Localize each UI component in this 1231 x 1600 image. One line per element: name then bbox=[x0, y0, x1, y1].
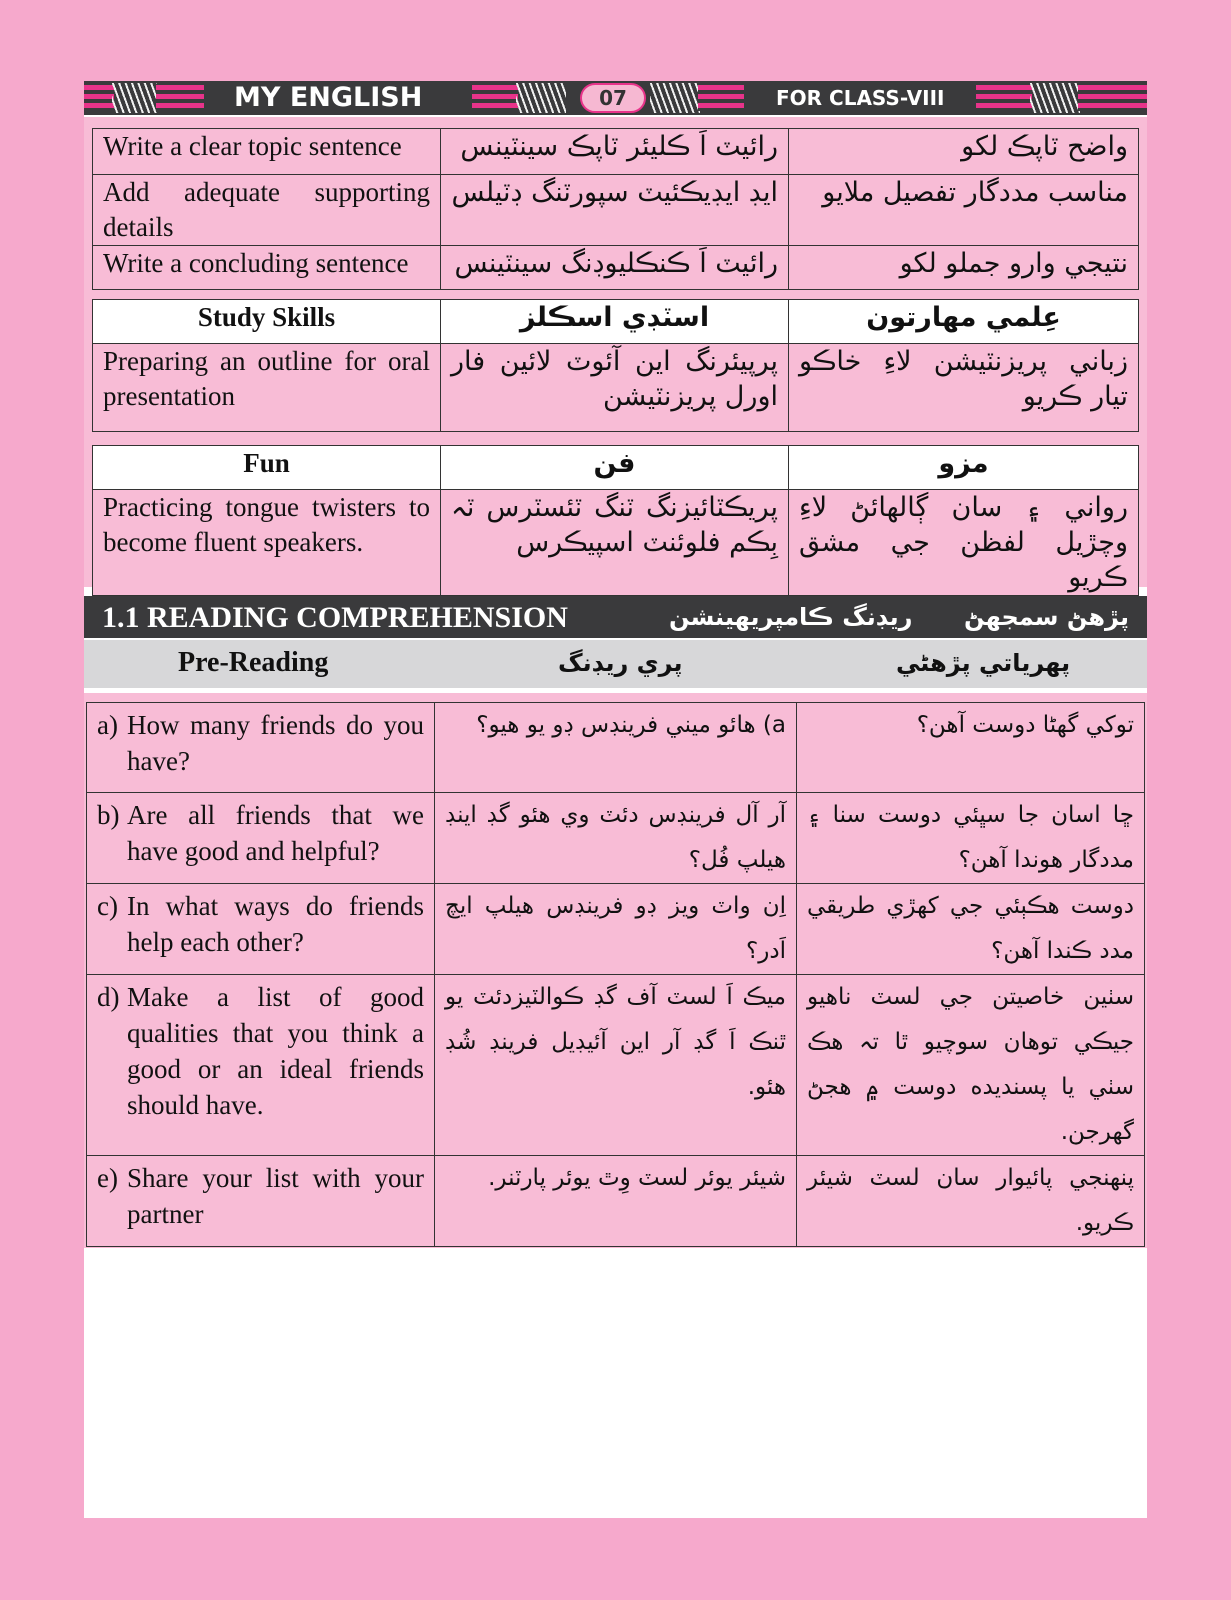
question-text: How many friends do you have? bbox=[127, 710, 424, 776]
step-en: Write a clear topic sentence bbox=[93, 129, 441, 175]
fun-sindhi: رواني ۽ سان ڳالهائڻ لاءِ وچڙيل لفظن جي مشق ڪريو bbox=[789, 490, 1139, 596]
question-en bbox=[87, 884, 435, 975]
fun-heading-translit: فن bbox=[441, 446, 789, 490]
table-header-row bbox=[93, 300, 1139, 344]
table-row bbox=[87, 1156, 1145, 1247]
step-sindhi: مناسب مددگار تفصيل ملايو bbox=[789, 175, 1139, 246]
questions-band bbox=[84, 693, 1147, 1248]
table-row bbox=[93, 129, 1139, 175]
step-translit: رائيٽ اَ ڪليئر ٽاپڪ سينٽينس bbox=[441, 129, 789, 175]
page-number: 07 bbox=[580, 83, 646, 113]
question-sindhi: توکي گهڻا دوست آهن؟ bbox=[797, 703, 1145, 793]
study-skills-heading-en: Study Skills bbox=[93, 300, 441, 344]
question-translit: شيئر يوئر لسٽ وِٿ يوئر پارٽنر. bbox=[435, 1156, 797, 1247]
question-text: Make a list of good qualities that you think a good or an ideal friends should have. bbox=[127, 982, 424, 1120]
question-sindhi: ڇا اسان جا سڀئي دوست سنا ۽ مددگار هوندا آهن؟ bbox=[797, 793, 1145, 884]
question-label: e) bbox=[97, 1163, 118, 1193]
study-skills-table bbox=[92, 299, 1139, 432]
pre-reading-bar bbox=[84, 640, 1147, 688]
table-row bbox=[93, 175, 1139, 246]
table-row bbox=[87, 975, 1145, 1156]
question-translit: آر آل فرينڊس دئٽ وي هئو گڊ اينڊ هيلپ فُل؟ bbox=[435, 793, 797, 884]
table-row bbox=[87, 793, 1145, 884]
fun-en: Practicing tongue twisters to become fluent speakers. bbox=[93, 490, 441, 596]
step-en: Add adequate supporting details bbox=[93, 175, 441, 246]
pre-reading-sindhi: پهرياتي پڙهڻي bbox=[896, 649, 1071, 677]
header-stripe bbox=[698, 85, 744, 111]
table-header-row bbox=[93, 446, 1139, 490]
question-en bbox=[87, 975, 435, 1156]
section-title-translit: ريڊنگ ڪامپريهينشن bbox=[669, 603, 913, 631]
header-stripe bbox=[1078, 85, 1147, 111]
question-translit: ميڪ اَ لسٽ آف گڊ ڪوالٽيزدئٽ يو ٿنڪ اَ گڊ آر اين آئيڊيل فرينڊ شُڊ هئو. bbox=[435, 975, 797, 1156]
section-title-sindhi: پڙهڻ سمجهڻ bbox=[964, 603, 1129, 631]
question-translit: اِن واٽ ويز ڊو فرينڊس هيلپ ايچ اَدر؟ bbox=[435, 884, 797, 975]
questions-table bbox=[86, 702, 1145, 1247]
step-translit: ايڊ ايڊيڪئيٽ سپورٽنگ ڊٽيلس bbox=[441, 175, 789, 246]
header-slash-decoration bbox=[650, 83, 700, 113]
study-skills-heading-sindhi: عِلمي مهارتون bbox=[789, 300, 1139, 344]
header-stripe bbox=[156, 85, 204, 111]
fun-translit: پريڪٽائيزنگ ٽنگ ٽئسٽرس ٽہ بِڪم فلوئنٽ اسپيڪرس bbox=[441, 490, 789, 596]
pre-reading-translit: پري ريڊنگ bbox=[558, 649, 683, 677]
book-title: MY ENGLISH bbox=[234, 82, 423, 113]
question-text: In what ways do friends help each other? bbox=[127, 891, 424, 957]
study-skills-en: Preparing an outline for oral presentation bbox=[93, 344, 441, 432]
header-slash-decoration bbox=[112, 83, 157, 113]
table-row bbox=[93, 246, 1139, 290]
table-row bbox=[93, 344, 1139, 432]
question-label: a) bbox=[97, 710, 118, 740]
section-title-bar bbox=[84, 596, 1147, 638]
steps-table bbox=[92, 128, 1139, 290]
section-title-en: 1.1 READING COMPREHENSION bbox=[102, 601, 568, 634]
question-en bbox=[87, 793, 435, 884]
step-sindhi: نتيجي وارو جملو لکو bbox=[789, 246, 1139, 290]
step-en: Write a concluding sentence bbox=[93, 246, 441, 290]
header-stripe bbox=[976, 85, 1032, 111]
fun-heading-en: Fun bbox=[93, 446, 441, 490]
page bbox=[84, 81, 1147, 1518]
question-sindhi: دوست هڪٻئي جي کهڙي طريقي مدد ڪندا آهن؟ bbox=[797, 884, 1145, 975]
table-row bbox=[93, 490, 1139, 596]
study-skills-heading-translit: اسٽڊي اسڪلز bbox=[441, 300, 789, 344]
step-translit: رائيٽ اَ ڪنڪليوڊنگ سينٽينس bbox=[441, 246, 789, 290]
question-translit: a) هائو ميني فرينڊس ڊو يو هيو؟ bbox=[435, 703, 797, 793]
class-label: FOR CLASS-VIII bbox=[776, 86, 945, 110]
question-label: d) bbox=[97, 982, 120, 1012]
question-en bbox=[87, 703, 435, 793]
step-sindhi: واضح ٽاپڪ لکو bbox=[789, 129, 1139, 175]
header-slash-decoration bbox=[516, 83, 566, 113]
fun-table bbox=[92, 445, 1139, 596]
table-row bbox=[87, 884, 1145, 975]
header-stripe bbox=[472, 85, 518, 111]
page-header bbox=[84, 81, 1147, 115]
question-sindhi: سٺين خاصيتن جي لسٽ ناهيو جيڪي توهان سوچيو ٿا تہ هڪ سٺي يا پسنديده دوست ۾ هجڻ گهرجن. bbox=[797, 975, 1145, 1156]
table-row bbox=[87, 703, 1145, 793]
fun-heading-sindhi: مزو bbox=[789, 446, 1139, 490]
study-skills-sindhi: زباني پريزنٽيشن لاءِ خاڪو تيار ڪريو bbox=[789, 344, 1139, 432]
header-slash-decoration bbox=[1030, 83, 1080, 113]
question-text: Are all friends that we have good and helpful? bbox=[127, 800, 424, 866]
header-stripe bbox=[84, 85, 114, 111]
question-sindhi: پنهنجي پائيوار سان لسٽ شيئر ڪريو. bbox=[797, 1156, 1145, 1247]
pre-reading-en: Pre-Reading bbox=[178, 647, 329, 678]
study-skills-translit: پرپيئرنگ اين آئوٽ لائين فار اورل پريزنٽيشن bbox=[441, 344, 789, 432]
question-label: b) bbox=[97, 800, 120, 830]
question-en bbox=[87, 1156, 435, 1247]
question-label: c) bbox=[97, 891, 118, 921]
top-content-band bbox=[84, 117, 1147, 593]
question-text: Share your list with your partner bbox=[127, 1163, 424, 1229]
